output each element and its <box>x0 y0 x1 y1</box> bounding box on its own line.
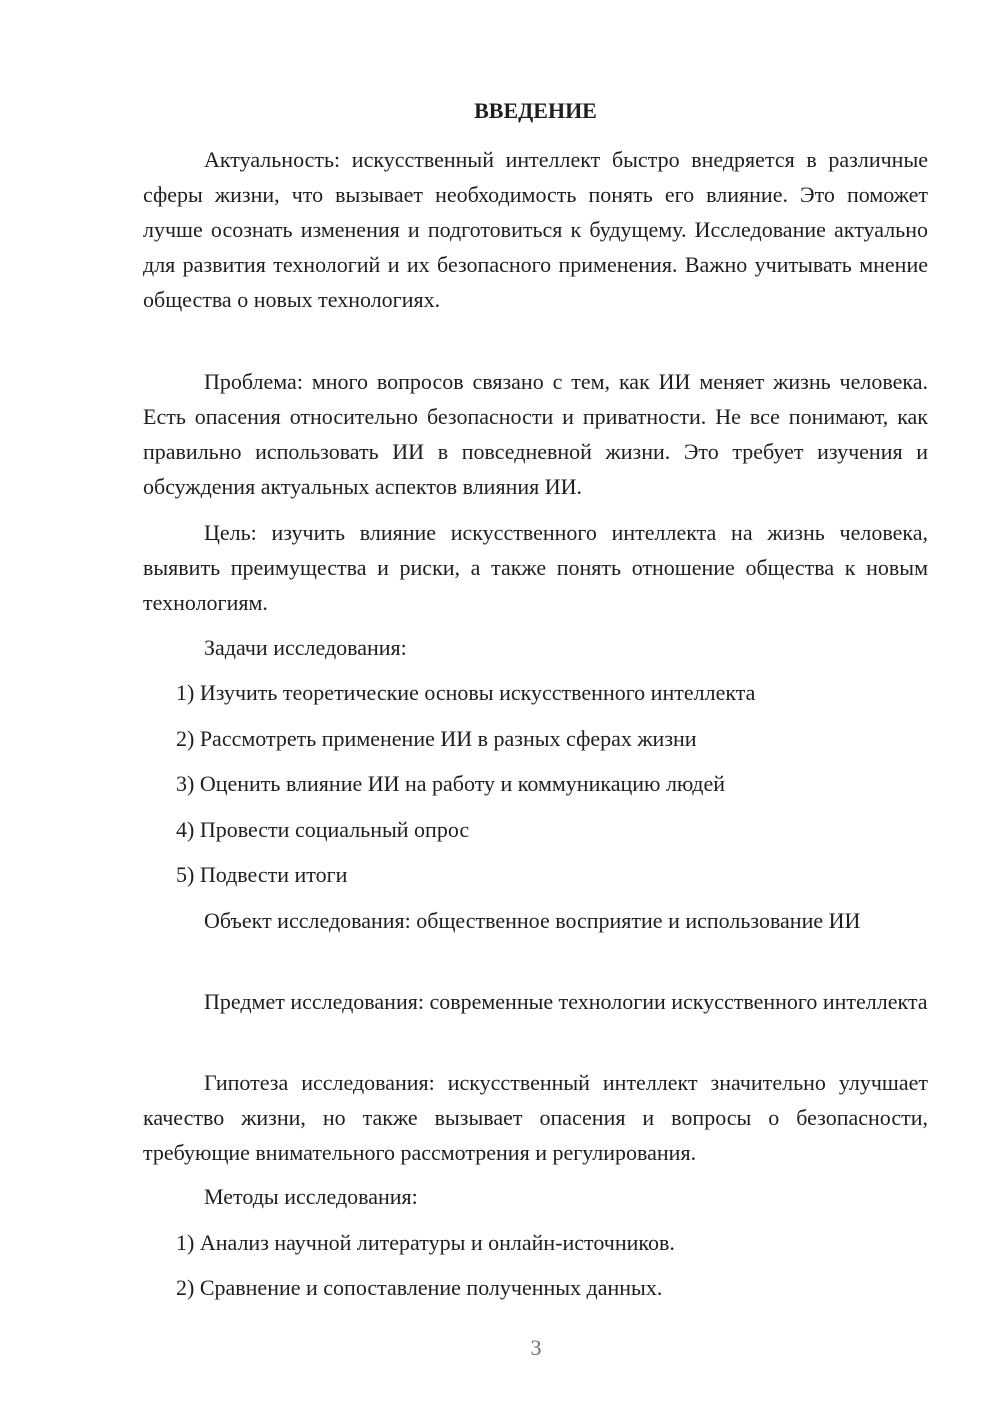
task-item: 5) Подвести итоги <box>176 862 348 887</box>
task-item: 4) Провести социальный опрос <box>176 817 470 842</box>
method-item: 1) Анализ научной литературы и онлайн-источников. <box>176 1230 675 1255</box>
hypothesis-paragraph: Гипотеза исследования: искусственный интеллект значительно улучшает качество жизни, но также вызывает опасения и вопросы о безопасности, требующие внимательного рассмотрения и регулирования. <box>143 1070 928 1165</box>
page-title: ВВЕДЕНИЕ <box>474 98 597 123</box>
task-item: 2) Рассмотреть применение ИИ в разных сферах жизни <box>176 726 697 751</box>
object-paragraph: Объект исследования: общественное восприятие и использование ИИ <box>204 908 861 933</box>
subject-paragraph: Предмет исследования: современные технологии искусственного интеллекта <box>204 989 928 1014</box>
relevance-paragraph: Актуальность: искусственный интеллект быстро внедряется в различные сферы жизни, что вызывает необходимость понять его влияние. Это поможет лучше осознать изменения и подготовиться к будущему. Исследование актуально для развития технологий и их безопасного применения. Важно учитывать мнение общества о новых технологиях. <box>143 147 928 312</box>
methods-label: Методы исследования: <box>204 1184 418 1209</box>
goal-paragraph: Цель: изучить влияние искусственного интеллекта на жизнь человека, выявить преимущества и риски, а также понять отношение общества к новым технологиям. <box>143 520 928 615</box>
problem-paragraph: Проблема: много вопросов связано с тем, как ИИ меняет жизнь человека. Есть опасения относительно безопасности и приватности. Не все понимают, как правильно использовать ИИ в повседневной жизни. Это требует изучения и обсуждения актуальных аспектов влияния ИИ. <box>143 369 928 499</box>
task-item: 1) Изучить теоретические основы искусственного интеллекта <box>176 680 756 705</box>
method-item: 2) Сравнение и сопоставление полученных данных. <box>176 1275 663 1300</box>
tasks-label: Задачи исследования: <box>204 635 407 660</box>
task-item: 3) Оценить влияние ИИ на работу и коммуникацию людей <box>176 771 725 796</box>
page-number: 3 <box>530 1335 542 1360</box>
